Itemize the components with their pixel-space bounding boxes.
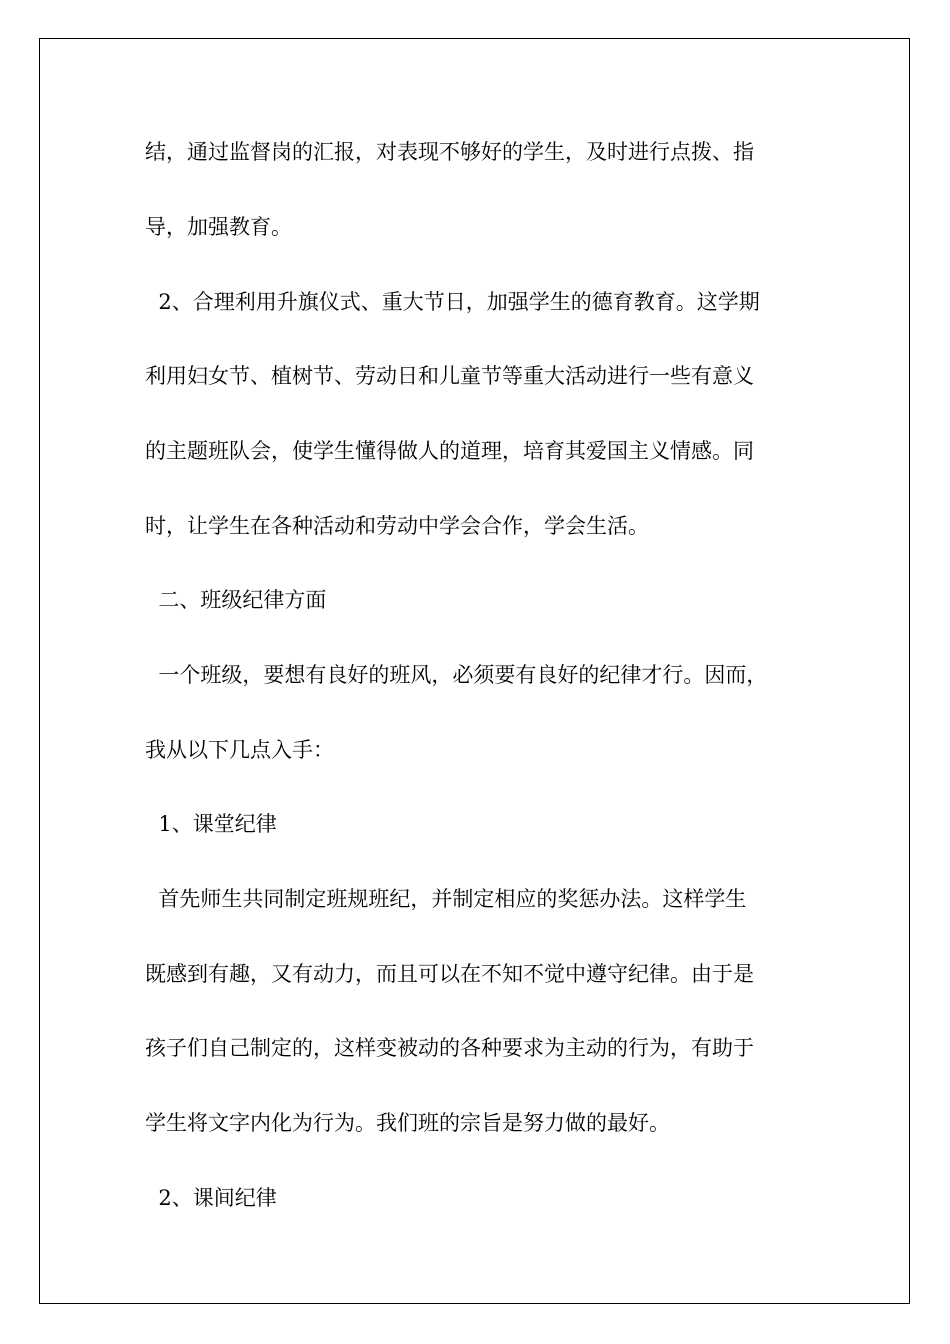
text-line: 孩子们自己制定的，这样变被动的各种要求为主动的行为，有助于: [145, 1036, 754, 1060]
text-line: 首先师生共同制定班规班纪，并制定相应的奖惩办法。这样学生: [145, 887, 747, 911]
text-line: 的主题班队会，使学生懂得做人的道理，培育其爱国主义情感。同: [145, 439, 754, 463]
text-line: 结，通过监督岗的汇报，对表现不够好的学生，及时进行点拨、指: [145, 140, 754, 164]
text-line: 时，让学生在各种活动和劳动中学会合作，学会生活。: [145, 514, 649, 538]
text-line: 利用妇女节、植树节、劳动日和儿童节等重大活动进行一些有意义: [145, 364, 754, 388]
text-line: 2、合理利用升旗仪式、重大节日，加强学生的德育教育。这学期: [145, 290, 760, 314]
text-line: 我从以下几点入手：: [145, 738, 334, 762]
text-line: 导，加强教育。: [145, 215, 292, 239]
text-line: 学生将文字内化为行为。我们班的宗旨是努力做的最好。: [145, 1111, 670, 1135]
section-heading: 二、班级纪律方面: [145, 588, 327, 612]
text-line: 一个班级，要想有良好的班风，必须要有良好的纪律才行。因而，: [145, 663, 768, 687]
text-line: 既感到有趣，又有动力，而且可以在不知不觉中遵守纪律。由于是: [145, 962, 754, 986]
subsection-heading: 2、课间纪律: [145, 1186, 277, 1210]
subsection-heading: 1、课堂纪律: [145, 812, 277, 836]
